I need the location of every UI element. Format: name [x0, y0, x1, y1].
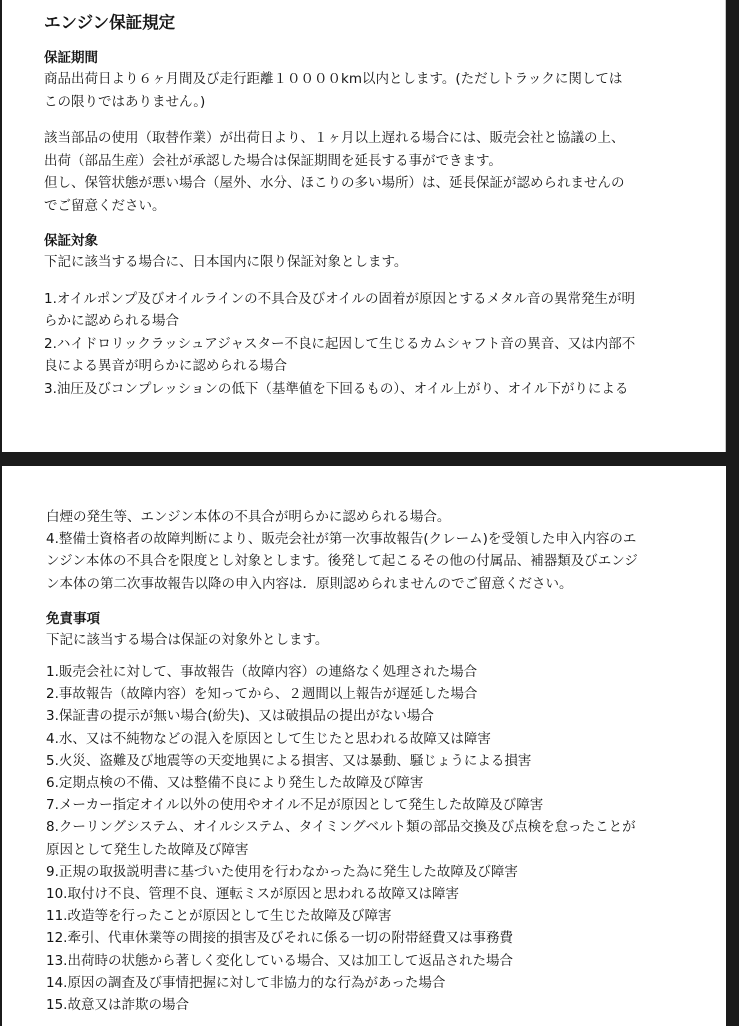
warranty-period-text: 商品出荷日より６ヶ月間及び走行距離１００００km以内とします。(ただしトラックに関しては この限りではありません。)	[44, 71, 623, 110]
warranty-period-heading: 保証期間	[44, 50, 98, 66]
exemption-item: 5.火災、盗難及び地震等の天変地異による損害、又は暴動、騒じょうによる損害	[46, 752, 532, 769]
coverage-item-continuation: 白煙の発生等、エンジン本体の不具合が明らかに認められる場合。	[46, 509, 451, 525]
exemption-item: 13.出荷時の状態から著しく変化している場合、又は加工して返品された場合	[46, 952, 513, 969]
exemptions-heading: 免責事項	[46, 610, 100, 627]
coverage-item: 4.整備士資格者の故障判断により、販売会社が第一次事故報告(クレーム)を受領した申入内容のエ ンジン本体の不具合を限度とし対象とします。後発して起こるその他の付属品、補器類及びエンジ ン本体の第二次事故報告以降の申入内容は．原則認められませんのでご留意ください。	[46, 531, 638, 592]
document-title: エンジン保証規定	[44, 13, 176, 32]
exemption-item: 4.水、又は不純物などの混入を原因として生じたと思われる故障又は障害	[46, 730, 491, 747]
exemption-item: 8.クーリングシステム、オイルシステム、タイミングベルト類の部品交換及び点検を怠ったことが 原因として発生した故障及び障害	[46, 819, 636, 858]
coverage-item: 2.ハイドロリックラッシュアジャスター不良に起因して生じるカムシャフト音の異音、又は内部不 良による異音が明らかに認められる場合	[44, 335, 636, 374]
document-page-1	[2, 0, 726, 452]
exemption-item: 15.故意又は詐欺の場合	[46, 997, 189, 1014]
exemption-item: 10.取付け不良、管理不良、運転ミスが原因と思われる故障又は障害	[46, 886, 459, 903]
exemption-item: 11.改造等を行ったことが原因として生じた故障及び障害	[46, 908, 392, 925]
exemptions-intro: 下記に該当する場合は保証の対象外とします。	[46, 631, 329, 648]
warranty-extension-text: 該当部品の使用（取替作業）が出荷日より、１ヶ月以上遅れる場合には、販売会社と協議の上、 出荷（部品生産）会社が承認した場合は保証期間を延長する事ができます。 但し、保管状態が悪い場合（屋外、水分、ほこりの多い場所）は、延長保証が認められませんの でご留意ください。	[44, 130, 625, 214]
coverage-item: 1.オイルポンプ及びオイルラインの不具合及びオイルの固着が原因とするメタル音の異常発生が明 らかに認められる場合	[44, 290, 635, 329]
exemption-item: 12.牽引、代車休業等の間接的損害及びそれに係る一切の附帯経費又は事務費	[46, 930, 513, 947]
exemption-item: 7.メーカー指定オイル以外の使用やオイル不足が原因として発生した故障及び障害	[46, 797, 544, 814]
exemption-item: 3.保証書の提示が無い場合(紛失)、又は破損品の提出がない場合	[46, 708, 434, 725]
warranty-coverage-intro: 下記に該当する場合に、日本国内に限り保証対象とします。	[44, 254, 408, 270]
exemptions-list	[46, 661, 726, 1016]
exemption-item: 14.原因の調査及び事情把握に対して非協力的な行為があった場合	[46, 974, 446, 991]
exemption-item: 1.販売会社に対して、事故報告（故障内容）の連絡なく処理された場合	[46, 664, 478, 681]
exemption-item: 9.正規の取扱説明書に基づいた使用を行わなかった為に発生した故障及び障害	[46, 863, 518, 880]
coverage-item: 3.油圧及びコンプレッションの低下（基準値を下回るもの）、オイル上がり、オイル下がりによる	[44, 380, 629, 397]
exemption-item: 2.事故報告（故障内容）を知ってから、２週間以上報告が遅延した場合	[46, 686, 478, 703]
warranty-coverage-heading: 保証対象	[44, 233, 98, 249]
document-page-2	[2, 466, 726, 1026]
exemption-item: 6.定期点検の不備、又は整備不良により発生した故障及び障害	[46, 775, 424, 792]
